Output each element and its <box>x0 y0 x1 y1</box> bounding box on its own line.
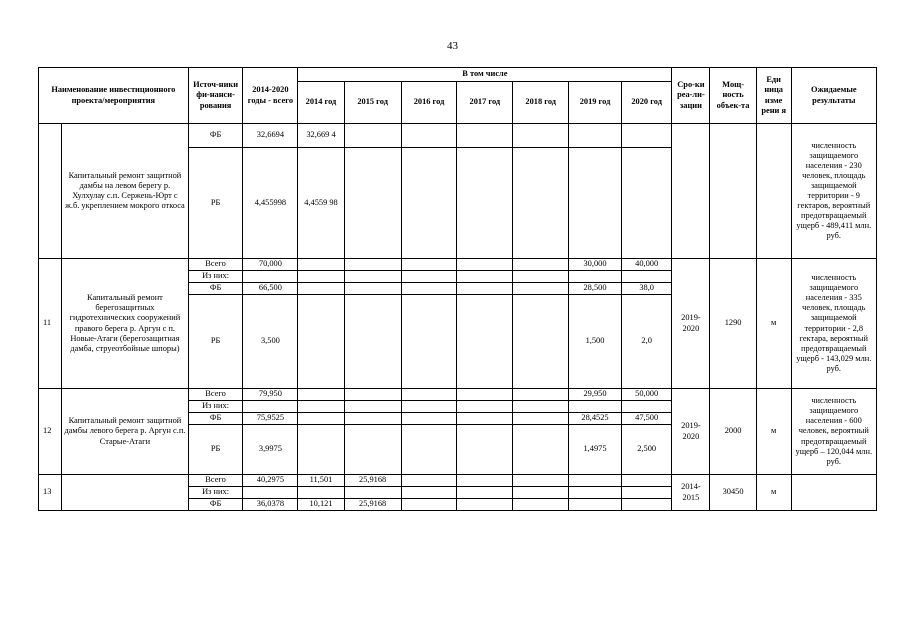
results-cell: численность защищаемого населения - 335 человек, площадь защищаемой территории - 2,8 гектара, вероятный предотвращаемый ущерб - 143,029 млн. руб. <box>791 259 876 389</box>
source-cell: Из них: <box>188 401 243 413</box>
source-cell: ФБ <box>188 283 243 295</box>
y2014-cell: 10,121 <box>298 499 344 511</box>
terms-cell: 2019-2020 <box>672 259 710 389</box>
source-cell: Всего <box>188 389 243 401</box>
source-cell: РБ <box>188 425 243 475</box>
row-number: 13 <box>39 475 62 511</box>
source-cell: Из них: <box>188 271 243 283</box>
capacity-cell: 2000 <box>710 389 756 475</box>
terms-cell: 2019-2020 <box>672 389 710 475</box>
row-number: 11 <box>39 259 62 389</box>
investment-projects-table <box>38 67 877 511</box>
header-total: 2014-2020 годы - всего <box>243 68 298 124</box>
header-name: Наименование инвестиционного проекта/мероприятия <box>39 68 189 124</box>
header-capacity: Мощ-ность объек-та <box>710 68 756 124</box>
y2020-cell: 2,500 <box>621 425 672 475</box>
results-cell: численность защищаемого населения - 600 человек, вероятный предотвращаемый ущерб – 120,044 млн. руб. <box>791 389 876 475</box>
y2019-cell: 1,4975 <box>569 425 622 475</box>
terms-cell <box>672 124 710 259</box>
header-including: В том числе <box>298 68 672 82</box>
y2020-cell: 40,000 <box>621 259 672 271</box>
header-2018: 2018 год <box>513 82 569 124</box>
unit-cell: м <box>756 475 791 511</box>
results-cell <box>791 475 876 511</box>
y2014-cell: 4,4559 98 <box>298 148 344 259</box>
total-cell: 32,6694 <box>243 124 298 148</box>
y2019-cell: 1,500 <box>569 295 622 389</box>
results-cell: численность защищаемого населения - 230 человек, площадь защищаемой территории - 9 гектаров, вероятный предотвращаемый ущерб - 489,411 млн. руб. <box>791 124 876 259</box>
total-cell: 36,0378 <box>243 499 298 511</box>
total-cell: 3,9975 <box>243 425 298 475</box>
row-number: 12 <box>39 389 62 475</box>
total-cell: 3,500 <box>243 295 298 389</box>
table-row <box>39 124 877 148</box>
project-name: Капитальный ремонт берегозащитных гидротехнических сооружений правого берега р. Аргун с п. Новые-Атаги (берегозащитная дамба, струеотбойные шпоры) <box>62 259 188 389</box>
terms-cell: 2014-2015 <box>672 475 710 511</box>
unit-cell: м <box>756 389 791 475</box>
header-2015: 2015 год <box>344 82 401 124</box>
y2019-cell: 30,000 <box>569 259 622 271</box>
capacity-cell: 1290 <box>710 259 756 389</box>
total-cell: 66,500 <box>243 283 298 295</box>
header-unit: Еди ница изме рени я <box>756 68 791 124</box>
y2020-cell: 38,0 <box>621 283 672 295</box>
source-cell: РБ <box>188 295 243 389</box>
table-row <box>39 259 877 271</box>
capacity-cell <box>710 124 756 259</box>
y2014-cell: 32,669 4 <box>298 124 344 148</box>
y2019-cell: 28,4525 <box>569 413 622 425</box>
capacity-cell: 30450 <box>710 475 756 511</box>
header-2017: 2017 год <box>457 82 513 124</box>
total-cell: 4,455998 <box>243 148 298 259</box>
project-name: Капитальный ремонт защитной дамбы левого берега р. Аргун с.п. Старые-Атаги <box>62 389 188 475</box>
y2014-cell: 11,501 <box>298 475 344 487</box>
source-cell: Всего <box>188 475 243 487</box>
header-2020: 2020 год <box>621 82 672 124</box>
source-cell: Всего <box>188 259 243 271</box>
header-2014: 2014 год <box>298 82 344 124</box>
y2020-cell: 50,000 <box>621 389 672 401</box>
source-cell: ФБ <box>188 413 243 425</box>
total-cell: 79,950 <box>243 389 298 401</box>
y2019-cell: 29,950 <box>569 389 622 401</box>
header-terms: Сро-ки реа-ли-зации <box>672 68 710 124</box>
total-cell: 75,9525 <box>243 413 298 425</box>
source-cell: Из них: <box>188 487 243 499</box>
source-cell: ФБ <box>188 124 243 148</box>
table-row <box>39 475 877 487</box>
y2020-cell: 2,0 <box>621 295 672 389</box>
header-2016: 2016 год <box>401 82 457 124</box>
total-cell: 40,2975 <box>243 475 298 487</box>
header-2019: 2019 год <box>569 82 622 124</box>
y2020-cell: 47,500 <box>621 413 672 425</box>
y2015-cell: 25,9168 <box>344 475 401 487</box>
page-number: 43 <box>447 40 458 52</box>
project-name: Капитальный ремонт защитной дамбы на левом берегу р. Хулхулау с.п. Сержень-Юрт с ж.б. укреплением мокрого откоса <box>62 124 188 259</box>
unit-cell: м <box>756 259 791 389</box>
source-cell: РБ <box>188 148 243 259</box>
table-row <box>39 389 877 401</box>
y2015-cell: 25,9168 <box>344 499 401 511</box>
header-results: Ожидаемые результаты <box>791 68 876 124</box>
total-cell: 70,000 <box>243 259 298 271</box>
source-cell: ФБ <box>188 499 243 511</box>
y2019-cell: 28,500 <box>569 283 622 295</box>
header-source: Источ-ники фи-нанси-рования <box>188 68 243 124</box>
row-number <box>39 124 62 259</box>
unit-cell <box>756 124 791 259</box>
project-name <box>62 475 188 511</box>
